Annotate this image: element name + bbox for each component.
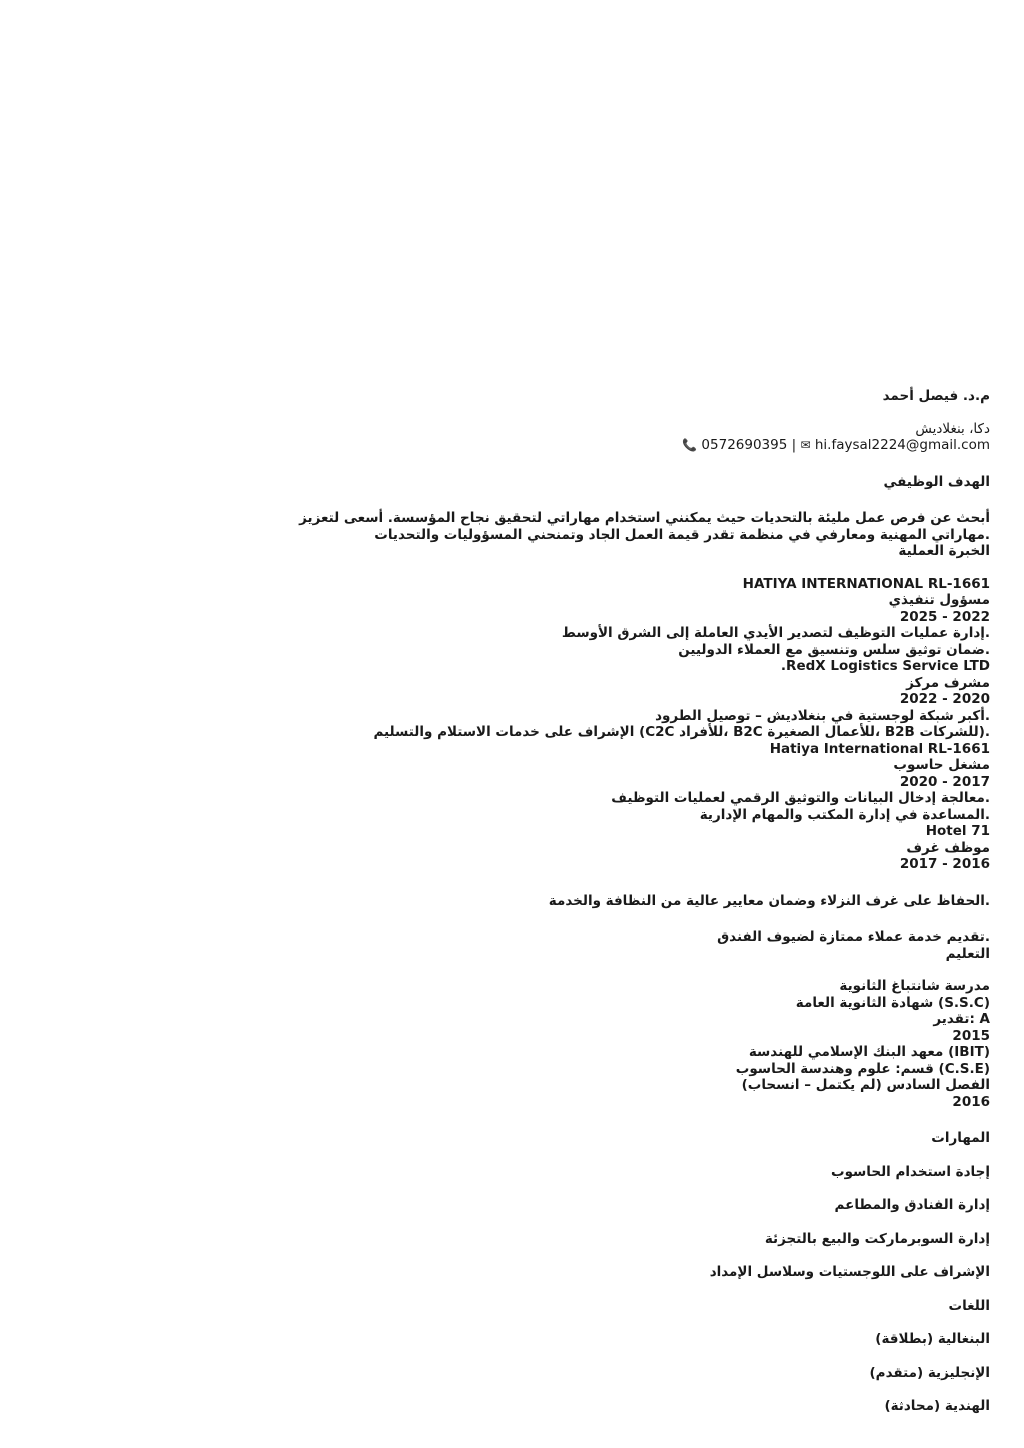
objective-line-2: .مهاراتي المهنية ومعارفي في منظمة تقدر قيمة العمل الجاد وتمنحني المسؤوليات والتحديات: [374, 526, 990, 543]
phone-icon: 📞: [682, 438, 698, 452]
job-duty: .المساعدة في إدارة المكتب والمهام الإدارية: [699, 806, 990, 823]
job-company: Hotel 71: [925, 823, 990, 839]
contact-line: [290, 437, 990, 454]
skill-item: الإشراف على اللوجستيات وسلاسل الإمداد: [709, 1264, 990, 1280]
job-duty: .تقديم خدمة عملاء ممتازة لضيوف الفندق: [717, 929, 990, 945]
education-school: مدرسة شانتباغ الثانوية: [839, 978, 990, 994]
job-period: 2020 - 2022: [899, 691, 990, 707]
objective-line-1: أبحث عن فرص عمل مليئة بالتحديات حيث يمكنني استخدام مهاراتي لتحقيق نجاح المؤسسة. أسعى لتعزيز: [299, 510, 990, 526]
job-entry: [290, 658, 990, 741]
education-year: 2015: [952, 1027, 990, 1044]
skill-item: إدارة الفنادق والمطاعم: [834, 1197, 990, 1213]
language-item: البنغالية (بطلاقة): [875, 1331, 990, 1347]
education-entry: [290, 978, 990, 1044]
job-period: 2016 - 2017: [899, 856, 990, 872]
contact-separator: |: [791, 437, 797, 453]
job-duty: .معالجة إدخال البيانات والتوثيق الرقمي لعمليات التوظيف: [611, 790, 990, 806]
job-title: مشغل حاسوب: [893, 757, 990, 773]
location: دكا، بنغلاديش: [915, 420, 990, 437]
education-year: 2016: [952, 1093, 990, 1110]
language-item: الهندية (محادثة): [884, 1398, 990, 1414]
job-company: RedX Logistics Service LTD.: [780, 658, 990, 674]
job-title: مسؤول تنفيذي: [888, 592, 990, 608]
job-company: Hatiya International RL-1661: [769, 740, 990, 757]
envelope-icon: ✉: [800, 438, 811, 452]
job-title: مشرف مركز: [906, 674, 990, 691]
job-company: HATIYA INTERNATIONAL RL-1661: [742, 575, 990, 592]
education-grade: الفصل السادس (لم يكتمل – انسحاب): [741, 1077, 990, 1093]
language-item: الإنجليزية (متقدم): [869, 1364, 990, 1381]
job-entry: [290, 823, 990, 946]
job-period: 2017 - 2020: [899, 773, 990, 790]
skill-item: إجادة استخدام الحاسوب: [831, 1163, 990, 1180]
skill-item: إدارة السوبرماركت والبيع بالتجزئة: [764, 1230, 990, 1247]
education-grade: A :تقدير: [933, 1011, 990, 1027]
skills-heading: المهارات: [931, 1130, 990, 1146]
job-entry: [290, 741, 990, 824]
job-title: موظف غرف: [906, 839, 990, 856]
education-entry: [290, 1044, 990, 1110]
job-duty: .الحفاظ على غرف النزلاء وضمان معايير عالية من النظافة والخدمة: [548, 892, 990, 909]
job-duty: .إدارة عمليات التوظيف لتصدير الأيدي العاملة إلى الشرق الأوسط: [561, 625, 990, 641]
job-duty: .(للشركات B2B ،للأعمال الصغيرة B2C ،للأفراد C2C) الإشراف على خدمات الاستلام والتسليم: [373, 724, 990, 740]
job-period: 2022 - 2025: [899, 608, 990, 625]
job-duty: .ضمان توثيق سلس وتنسيق مع العملاء الدوليين: [678, 641, 990, 658]
email-address[interactable]: hi.faysal2224@gmail.com: [814, 437, 990, 453]
job-duty: .أكبر شبكة لوجستية في بنغلاديش – توصيل الطرود: [655, 707, 990, 724]
phone-number[interactable]: 0572690395: [701, 437, 788, 453]
experience-heading: الخبرة العملية: [898, 543, 990, 559]
education-school: (IBIT) معهد البنك الإسلامي للهندسة: [748, 1044, 990, 1060]
resume-document: [290, 388, 990, 1432]
education-degree: (S.S.C) شهادة الثانوية العامة: [795, 994, 990, 1011]
languages-heading: اللغات: [948, 1297, 990, 1314]
objective-heading: الهدف الوظيفي: [883, 473, 990, 490]
job-entry: [290, 576, 990, 659]
education-degree: (C.S.E) قسم: علوم وهندسة الحاسوب: [735, 1060, 990, 1077]
applicant-name: م.د. فيصل أحمد: [882, 388, 990, 404]
education-heading: التعليم: [945, 945, 990, 962]
